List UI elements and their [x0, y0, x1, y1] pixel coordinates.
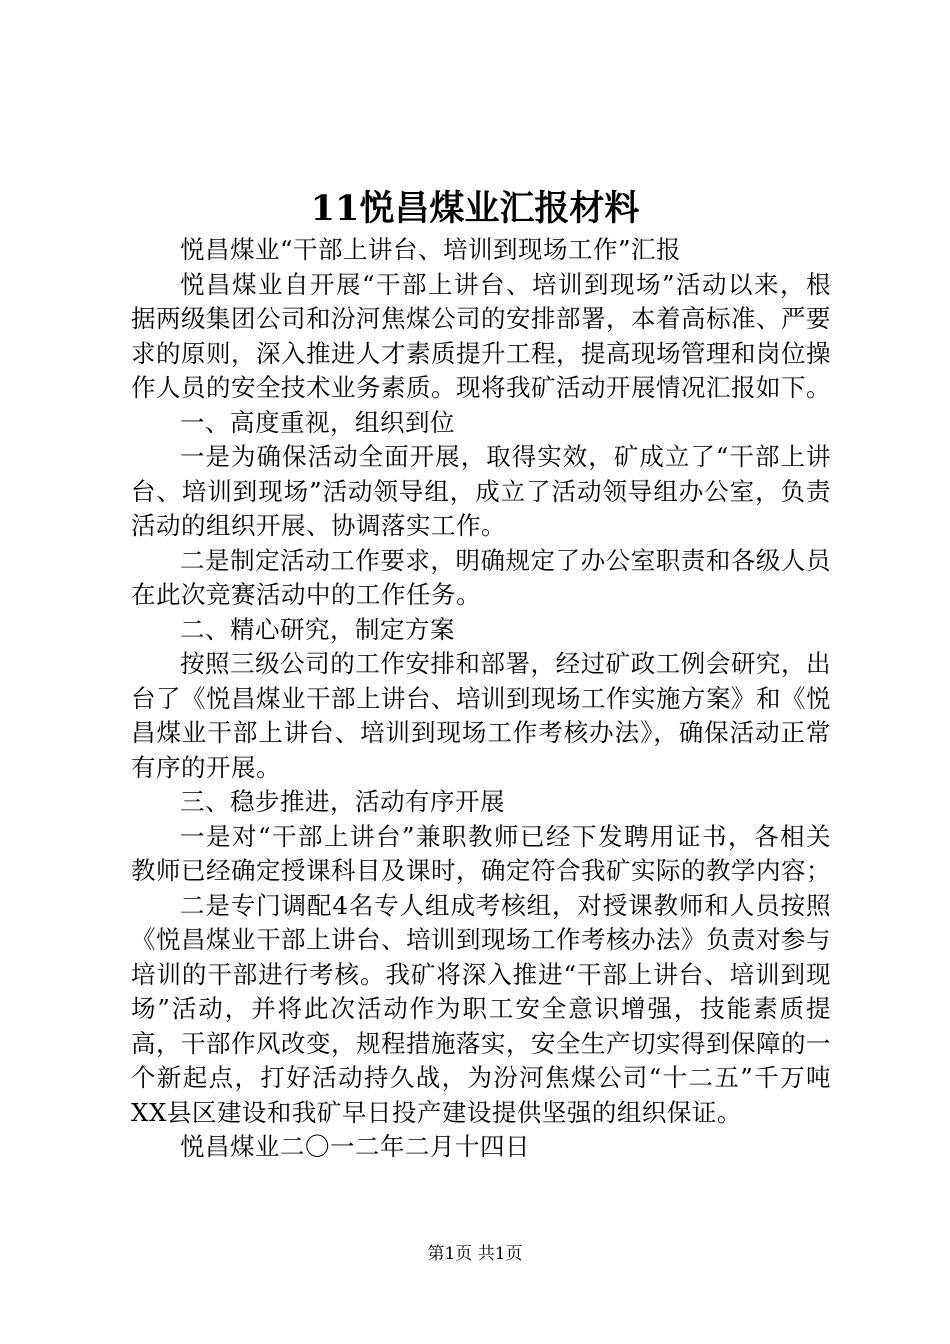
page-footer: 第1页 共1页 — [427, 1244, 523, 1264]
section-heading-1: 一、高度重视，组织到位 — [180, 407, 455, 437]
document-body — [131, 233, 831, 1165]
report-subtitle: 悦昌煤业“干部上讲台、培训到现场工作”汇报 — [180, 235, 682, 264]
section-heading-3: 三、稳步推进，活动有序开展 — [180, 787, 505, 816]
section-2-paragraph-1: 按照三级公司的工作安排和部署，经过矿政工例会研究，出台了《悦昌煤业干部上讲台、培训到现场工作实施方案》和《悦昌煤业干部上讲台、培训到现场工作考核办法》，确保活动正常有序的开展。 — [131, 649, 831, 782]
intro-paragraph: 悦昌煤业自开展“干部上讲台、培训到现场”活动以来，根据两级集团公司和汾河焦煤公司的安排部署，本着高标准、严要求的原则，深入推进人才素质提升工程，提高现场管理和岗位操作人员的安全技术业务素质。现将我矿活动开展情况汇报如下。 — [131, 269, 831, 402]
section-3-paragraph-1: 一是对“干部上讲台”兼职教师已经下发聘用证书，各相关教师已经确定授课科目及课时，确定符合我矿实际的教学内容； — [131, 821, 831, 885]
section-1-paragraph-2: 二是制定活动工作要求，明确规定了办公室职责和各级人员在此次竞赛活动中的工作任务。 — [131, 545, 831, 609]
document-title: 11悦昌煤业汇报材料 — [310, 188, 640, 229]
section-3-paragraph-2: 二是专门调配4名专人组成考核组，对授课教师和人员按照《悦昌煤业干部上讲台、培训到现场工作考核办法》负责对参与培训的干部进行考核。我矿将深入推进“干部上讲台、培训到现场”活动，并将此次活动作为职工安全意识增强，技能素质提高，干部作风改变，规程措施落实，安全生产切实得到保障的一个新起点，打好活动持久战，为汾河焦煤公司“十二五”千万吨XX县区建设和我矿早日投产建设提供坚强的组织保证。 — [131, 890, 831, 1127]
section-1-paragraph-1: 一是为确保活动全面开展，取得实效，矿成立了“干部上讲台、培训到现场”活动领导组，成立了活动领导组办公室，负责活动的组织开展、协调落实工作。 — [131, 442, 831, 540]
signature-date: 悦昌煤业二〇一二年二月十四日 — [180, 1132, 530, 1161]
section-heading-2: 二、精心研究，制定方案 — [180, 614, 455, 644]
